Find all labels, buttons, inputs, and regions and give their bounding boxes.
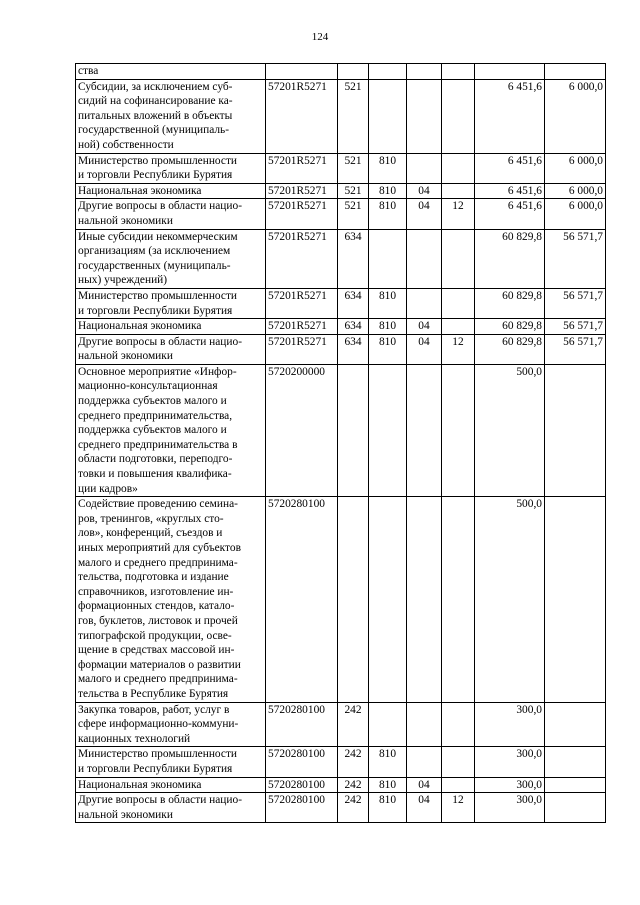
expense-type-cell: 634 bbox=[338, 319, 369, 335]
item-name-line: ных) учреждений) bbox=[78, 274, 168, 287]
table-row bbox=[76, 702, 606, 747]
table-row bbox=[76, 79, 606, 153]
amount-2-cell: 6 000,0 bbox=[545, 79, 606, 153]
expense-type-cell: 242 bbox=[338, 747, 369, 777]
subsection-cell bbox=[442, 364, 475, 496]
amount-2-cell bbox=[545, 364, 606, 496]
amount-2-cell: 6 000,0 bbox=[545, 183, 606, 199]
item-name-line: типографской продукции, осве- bbox=[78, 629, 232, 642]
section-cell: 04 bbox=[407, 334, 442, 364]
amount-1-cell: 500,0 bbox=[475, 497, 545, 702]
item-name-line: Министерство промышленности bbox=[78, 748, 238, 761]
item-name-line: государственной (муниципаль- bbox=[78, 124, 230, 137]
amount-2-cell: 6 000,0 bbox=[545, 199, 606, 229]
table-row bbox=[76, 319, 606, 335]
item-name-line: Другие вопросы в области нацио- bbox=[78, 794, 242, 807]
section-cell bbox=[407, 364, 442, 496]
expense-type-cell bbox=[338, 364, 369, 496]
item-name-line: Национальная экономика bbox=[78, 778, 202, 791]
item-name-line: Содействие проведению семина- bbox=[78, 498, 238, 511]
item-name-cell bbox=[76, 288, 266, 318]
table-row bbox=[76, 777, 606, 793]
subsection-cell bbox=[442, 79, 475, 153]
table-row bbox=[76, 793, 606, 823]
amount-2-cell: 56 571,7 bbox=[545, 288, 606, 318]
item-name-line: нальной экономики bbox=[78, 350, 173, 363]
expense-type-cell: 242 bbox=[338, 777, 369, 793]
section-cell bbox=[407, 64, 442, 80]
table-row bbox=[76, 364, 606, 496]
item-name-line: питальных вложений в объекты bbox=[78, 109, 233, 122]
amount-1-cell: 60 829,8 bbox=[475, 229, 545, 288]
item-name-cell bbox=[76, 364, 266, 496]
table-body bbox=[76, 64, 606, 823]
amount-2-cell: 56 571,7 bbox=[545, 319, 606, 335]
item-name-line: ров, тренингов, «круглых сто- bbox=[78, 512, 224, 525]
item-name-line: малого и среднего предпринима- bbox=[78, 556, 238, 569]
subsection-cell bbox=[442, 319, 475, 335]
amount-1-cell: 300,0 bbox=[475, 747, 545, 777]
item-name-line: среднего предпринимательства, bbox=[78, 409, 233, 422]
ministry-code-cell bbox=[369, 79, 407, 153]
item-name-line: поддержка субъектов малого и bbox=[78, 395, 227, 408]
ministry-code-cell bbox=[369, 497, 407, 702]
section-cell: 04 bbox=[407, 793, 442, 823]
amount-2-cell bbox=[545, 64, 606, 80]
section-cell bbox=[407, 702, 442, 747]
item-name-line: ции кадров» bbox=[78, 482, 138, 495]
ministry-code-cell bbox=[369, 229, 407, 288]
item-name-cell bbox=[76, 747, 266, 777]
ministry-code-cell: 810 bbox=[369, 199, 407, 229]
item-name-line: Национальная экономика bbox=[78, 184, 202, 197]
item-name-line: и торговли Республики Бурятия bbox=[78, 169, 233, 182]
subsection-cell bbox=[442, 64, 475, 80]
item-name-line: иных мероприятий для субъектов bbox=[78, 542, 241, 554]
expense-type-cell bbox=[338, 64, 369, 80]
target-code-cell: 57201R5271 bbox=[266, 334, 338, 364]
section-cell bbox=[407, 229, 442, 288]
item-name-line: среднего предпринимательства в bbox=[78, 438, 238, 451]
item-name-line: Закупка товаров, работ, услуг в bbox=[78, 703, 230, 716]
amount-1-cell: 500,0 bbox=[475, 364, 545, 496]
amount-1-cell: 300,0 bbox=[475, 702, 545, 747]
item-name-cell bbox=[76, 497, 266, 702]
item-name-cell bbox=[76, 64, 266, 80]
item-name-line: сфере информационно-коммуни- bbox=[78, 718, 239, 731]
ministry-code-cell: 810 bbox=[369, 793, 407, 823]
item-name-line: Другие вопросы в области нацио- bbox=[78, 335, 242, 348]
ministry-code-cell: 810 bbox=[369, 183, 407, 199]
expense-type-cell: 521 bbox=[338, 199, 369, 229]
amount-1-cell: 6 451,6 bbox=[475, 199, 545, 229]
target-code-cell: 5720280100 bbox=[266, 702, 338, 747]
item-name-cell bbox=[76, 199, 266, 229]
item-name-line: государственных (муниципаль- bbox=[78, 259, 231, 272]
expense-type-cell: 634 bbox=[338, 288, 369, 318]
expense-type-cell bbox=[338, 497, 369, 702]
item-name-line: мационно-консультационная bbox=[78, 380, 218, 393]
target-code-cell: 5720280100 bbox=[266, 793, 338, 823]
target-code-cell: 5720280100 bbox=[266, 497, 338, 702]
section-cell: 04 bbox=[407, 319, 442, 335]
item-name-line: кационных технологий bbox=[78, 732, 191, 745]
table-row bbox=[76, 199, 606, 229]
subsection-cell: 12 bbox=[442, 334, 475, 364]
section-cell: 04 bbox=[407, 199, 442, 229]
target-code-cell: 5720280100 bbox=[266, 777, 338, 793]
section-cell bbox=[407, 497, 442, 702]
expense-type-cell: 242 bbox=[338, 793, 369, 823]
page-number: 124 bbox=[311, 31, 329, 43]
subsection-cell: 12 bbox=[442, 793, 475, 823]
target-code-cell: 57201R5271 bbox=[266, 319, 338, 335]
item-name-line: области подготовки, переподго- bbox=[78, 453, 233, 466]
item-name-line: поддержка субъектов малого и bbox=[78, 424, 227, 437]
table-row bbox=[76, 183, 606, 199]
item-name-line: и торговли Республики Бурятия bbox=[78, 762, 233, 775]
item-name-line: Другие вопросы в области нацио- bbox=[78, 200, 242, 213]
expense-type-cell: 634 bbox=[338, 229, 369, 288]
subsection-cell bbox=[442, 153, 475, 183]
amount-1-cell: 60 829,8 bbox=[475, 288, 545, 318]
section-cell: 04 bbox=[407, 183, 442, 199]
amount-2-cell bbox=[545, 497, 606, 702]
amount-1-cell: 300,0 bbox=[475, 777, 545, 793]
item-name-line: нальной экономики bbox=[78, 214, 173, 227]
item-name-line: и торговли Республики Бурятия bbox=[78, 304, 233, 317]
ministry-code-cell: 810 bbox=[369, 334, 407, 364]
ministry-code-cell bbox=[369, 364, 407, 496]
subsection-cell bbox=[442, 288, 475, 318]
item-name-line: Министерство промышленности bbox=[78, 154, 238, 167]
target-code-cell: 57201R5271 bbox=[266, 288, 338, 318]
amount-1-cell: 300,0 bbox=[475, 793, 545, 823]
item-name-cell bbox=[76, 793, 266, 823]
amount-1-cell: 6 451,6 bbox=[475, 79, 545, 153]
amount-1-cell: 60 829,8 bbox=[475, 334, 545, 364]
item-name-cell bbox=[76, 702, 266, 747]
table-row bbox=[76, 497, 606, 702]
item-name-line: нальной экономики bbox=[78, 808, 173, 821]
item-name-line: щение в средствах массовой ин- bbox=[78, 644, 235, 657]
item-name-line: малого и среднего предпринима- bbox=[78, 673, 238, 686]
subsection-cell bbox=[442, 497, 475, 702]
item-name-line: товки и повышения квалифика- bbox=[78, 468, 232, 481]
target-code-cell: 5720200000 bbox=[266, 364, 338, 496]
item-name-line: организациям (за исключением bbox=[78, 245, 231, 258]
target-code-cell: 5720280100 bbox=[266, 747, 338, 777]
item-name-line: формационных стендов, катало- bbox=[78, 600, 235, 613]
section-cell bbox=[407, 79, 442, 153]
subsection-cell bbox=[442, 702, 475, 747]
item-name-cell bbox=[76, 334, 266, 364]
item-name-line: тельства в Республике Бурятия bbox=[78, 687, 229, 700]
table-row bbox=[76, 747, 606, 777]
item-name-cell bbox=[76, 319, 266, 335]
table-row bbox=[76, 229, 606, 288]
item-name-line: Национальная экономика bbox=[78, 320, 202, 333]
expense-type-cell: 242 bbox=[338, 702, 369, 747]
budget-table bbox=[75, 63, 606, 823]
item-name-line: Основное мероприятие «Инфор- bbox=[78, 365, 237, 378]
item-name-cell bbox=[76, 183, 266, 199]
item-name-cell bbox=[76, 777, 266, 793]
item-name-line: Субсидии, за исключением суб- bbox=[78, 80, 233, 93]
amount-2-cell bbox=[545, 702, 606, 747]
item-name-line: гов, буклетов, листовок и прочей bbox=[78, 614, 238, 627]
expense-type-cell: 521 bbox=[338, 79, 369, 153]
amount-1-cell: 60 829,8 bbox=[475, 319, 545, 335]
table-row bbox=[76, 64, 606, 80]
table-row bbox=[76, 334, 606, 364]
section-cell bbox=[407, 153, 442, 183]
item-name-line: справочников, изготовление ин- bbox=[78, 585, 234, 598]
amount-2-cell: 6 000,0 bbox=[545, 153, 606, 183]
ministry-code-cell: 810 bbox=[369, 747, 407, 777]
item-name-line: Иные субсидии некоммерческим bbox=[78, 230, 238, 243]
table-row bbox=[76, 288, 606, 318]
target-code-cell: 57201R5271 bbox=[266, 229, 338, 288]
item-name-cell bbox=[76, 79, 266, 153]
item-name-line: формации материалов о развитии bbox=[78, 658, 241, 671]
amount-2-cell: 56 571,7 bbox=[545, 334, 606, 364]
item-name-line: ства bbox=[78, 65, 99, 77]
table-row bbox=[76, 153, 606, 183]
amount-2-cell bbox=[545, 747, 606, 777]
amount-2-cell: 56 571,7 bbox=[545, 229, 606, 288]
target-code-cell: 57201R5271 bbox=[266, 183, 338, 199]
target-code-cell: 57201R5271 bbox=[266, 79, 338, 153]
ministry-code-cell bbox=[369, 64, 407, 80]
amount-1-cell: 6 451,6 bbox=[475, 153, 545, 183]
target-code-cell: 57201R5271 bbox=[266, 199, 338, 229]
expense-type-cell: 521 bbox=[338, 183, 369, 199]
item-name-line: Министерство промышленности bbox=[78, 289, 238, 302]
item-name-cell bbox=[76, 229, 266, 288]
amount-2-cell bbox=[545, 793, 606, 823]
amount-2-cell bbox=[545, 777, 606, 793]
target-code-cell bbox=[266, 64, 338, 80]
subsection-cell: 12 bbox=[442, 199, 475, 229]
item-name-line: тельства, подготовка и издание bbox=[78, 571, 229, 584]
expense-type-cell: 521 bbox=[338, 153, 369, 183]
ministry-code-cell: 810 bbox=[369, 777, 407, 793]
item-name-line: лов», конференций, съездов и bbox=[78, 527, 223, 540]
ministry-code-cell: 810 bbox=[369, 319, 407, 335]
amount-1-cell: 6 451,6 bbox=[475, 183, 545, 199]
expense-type-cell: 634 bbox=[338, 334, 369, 364]
subsection-cell bbox=[442, 229, 475, 288]
subsection-cell bbox=[442, 777, 475, 793]
subsection-cell bbox=[442, 183, 475, 199]
section-cell bbox=[407, 288, 442, 318]
section-cell: 04 bbox=[407, 777, 442, 793]
item-name-line: сидий на софинансирование ка- bbox=[78, 95, 233, 108]
amount-1-cell bbox=[475, 64, 545, 80]
section-cell bbox=[407, 747, 442, 777]
item-name-line: ной) собственности bbox=[78, 138, 174, 151]
subsection-cell bbox=[442, 747, 475, 777]
target-code-cell: 57201R5271 bbox=[266, 153, 338, 183]
ministry-code-cell bbox=[369, 702, 407, 747]
item-name-cell bbox=[76, 153, 266, 183]
ministry-code-cell: 810 bbox=[369, 288, 407, 318]
ministry-code-cell: 810 bbox=[369, 153, 407, 183]
